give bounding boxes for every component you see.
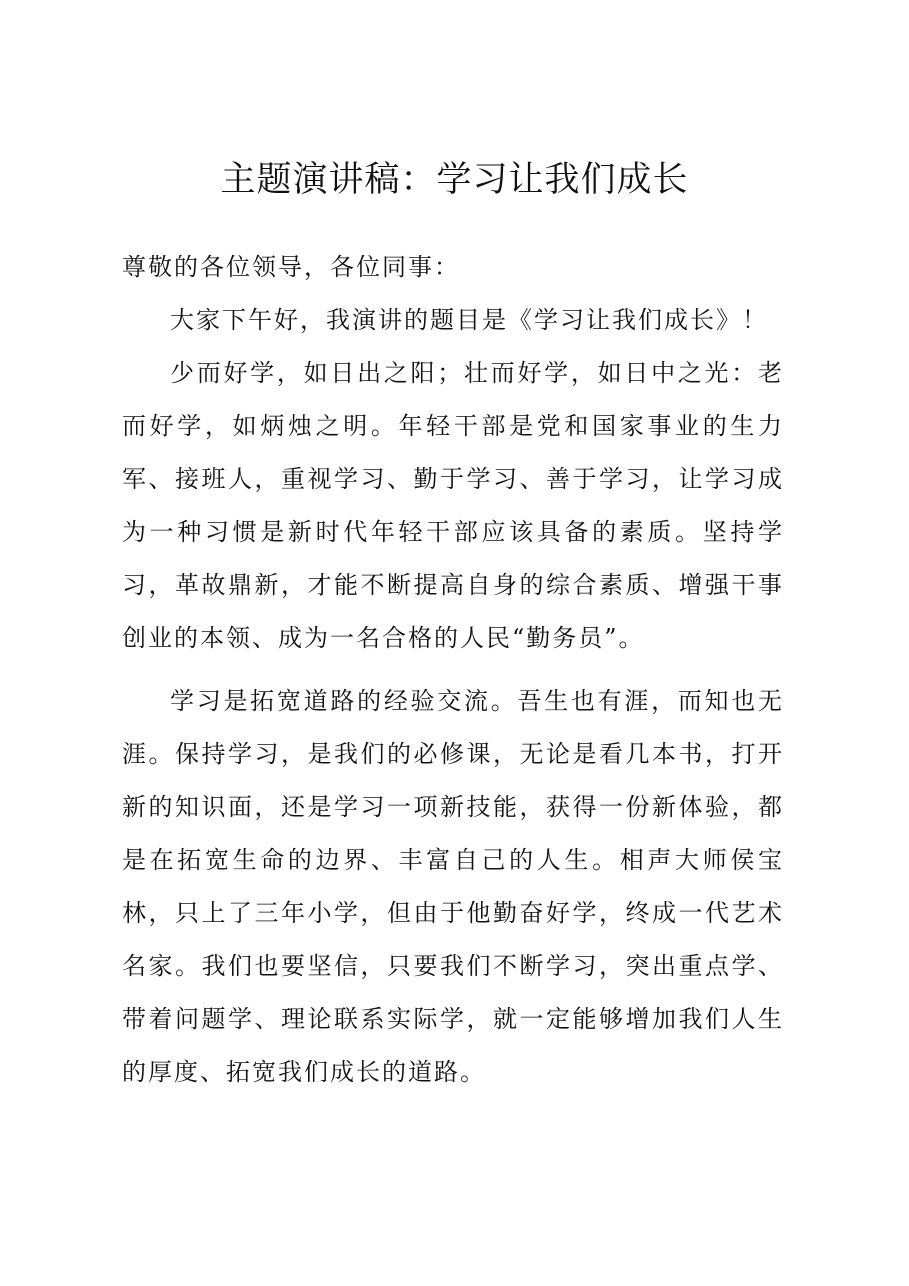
document-title: 主题演讲稿：学习让我们成长 <box>220 160 689 200</box>
document-body <box>122 241 784 1099</box>
paragraph-greeting: 大家下午好，我演讲的题目是《学习让我们成长》！ <box>170 306 768 334</box>
paragraph-broaden-road: 学习是拓宽道路的经验交流。吾生也有涯，而知也无涯。保持学习，是我们的必修课，无论是看几本书，打开新的知识面，还是学习一项新技能，获得一份新体验，都是在拓宽生命的边界、丰富自己的人生。相声大师侯宝林，只上了三年小学，但由于他勤奋好学，终成一代艺术名家。我们也要坚信，只要我们不断学习，突出重点学、带着问题学、理论联系实际学，就一定能够增加我们人生的厚度、拓宽我们成长的道路。 <box>122 687 784 1086</box>
salutation: 尊敬的各位领导，各位同事： <box>122 253 460 281</box>
paragraph-learning-habit: 少而好学，如日出之阳；壮而好学，如日中之光：老而好学，如炳烛之明。年轻干部是党和国家事业的生力军、接班人，重视学习、勤于学习、善于学习，让学习成为一种习惯是新时代年轻干部应该具备的素质。坚持学习，革故鼎新，才能不断提高自身的综合素质、增强干事创业的本领、成为一名合格的人民“勤务员”。 <box>122 359 784 652</box>
